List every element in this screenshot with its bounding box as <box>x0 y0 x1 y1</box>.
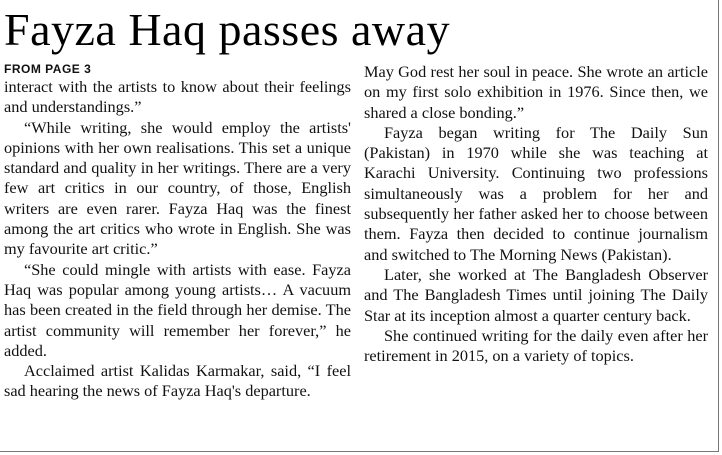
paragraph: Fayza began writing for The Daily Sun (Pakistan) in 1970 while she was teaching at Karachi University. Continuing two professions simultaneously was a problem for her and subsequently her father asked her to choose between them. Fayza then decided to continue journalism and switched to The Morning News (Pakistan). <box>364 122 708 264</box>
headline: Fayza Haq passes away <box>4 4 451 55</box>
right-column <box>364 62 708 366</box>
paragraph: She continued writing for the daily even after her retirement in 2015, on a variety of topics. <box>364 325 708 366</box>
paragraph: “She could mingle with artists with ease. Fayza Haq was popular among young artists… A vacuum has been created in the field through her demise. The artist community will remember her forever,” he added. <box>4 259 351 360</box>
paragraph: May God rest her soul in peace. She wrote an article on my first solo exhibition in 1976. Since then, we shared a close bonding.” <box>364 62 708 122</box>
paragraph: interact with the artists to know about their feelings and understandings.” <box>4 77 351 117</box>
paragraph: Acclaimed artist Kalidas Karmakar, said, “I feel sad hearing the news of Fayza Haq's departure. <box>4 361 351 401</box>
paragraph: Later, she worked at The Bangladesh Observer and The Bangladesh Times until joining The Daily Star at its inception almost a quarter century back. <box>364 264 708 325</box>
continuation-kicker: FROM PAGE 3 <box>4 62 92 76</box>
left-column <box>4 62 351 402</box>
paragraph: “While writing, she would employ the artists' opinions with her own realisations. This set a unique standard and quality in her writings. There are a very few art critics in our country, of those, English writers are even rarer. Fayza Haq was the finest among the art critics who wrote in English. She was my favourite art critic.” <box>4 117 351 259</box>
